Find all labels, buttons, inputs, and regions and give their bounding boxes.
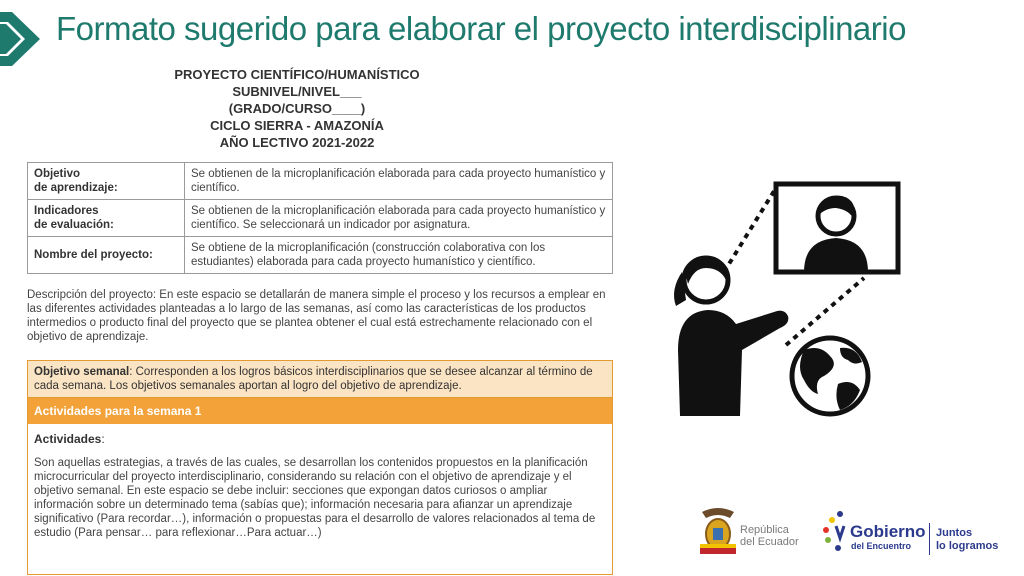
project-description: Descripción del proyecto: En este espacio se detallarán de manera simple el proceso y los recursos a emplear en las diferentes actividades planteadas a lo largo de las semanas, así como las características de los productos intermedios o producto final del proyecto que se plantea obtener el cual está estrechamente relacionado con el objetivo de aprendizaje. (27, 289, 606, 343)
slide-title: Formato sugerido para elaborar el proyecto interdisciplinario (56, 10, 906, 47)
heading-line: PROYECTO CIENTÍFICO/HUMANÍSTICO (174, 67, 420, 82)
weekly-section (27, 360, 613, 575)
table-row (28, 200, 613, 237)
weekly-objective-text: : Corresponden a los logros básicos interdisciplinarios que se desee alcanzar al término de cada semana. Los objetivos semanales aportan al logro del objetivo de aprendizaje. (34, 366, 593, 392)
activities-title-text: Actividades (34, 432, 102, 446)
activities-title-suffix: : (101, 432, 105, 446)
row-label (28, 200, 185, 237)
teacher-illustration-icon (664, 180, 910, 424)
activities-body (28, 424, 612, 574)
republica-line: del Ecuador (740, 536, 799, 548)
label-line: Indicadores (34, 205, 99, 217)
row-value: Se obtienen de la microplanificación elaborada para cada proyecto humanístico y científico. Se seleccionará un indicador por asignatura. (185, 200, 613, 237)
activities-title (34, 432, 606, 446)
document-heading (127, 66, 467, 151)
slogan-line: Juntos (936, 527, 973, 539)
juntos-slogan (936, 527, 998, 553)
gobierno-text: Gobierno (850, 522, 926, 541)
row-label (28, 163, 185, 200)
logo-divider (929, 523, 930, 555)
heading-line: AÑO LECTIVO 2021-2022 (219, 135, 375, 150)
heading-line: SUBNIVEL/NIVEL___ (232, 84, 362, 99)
weekly-objective (28, 361, 612, 397)
format-document (27, 60, 615, 570)
row-value: Se obtienen de la microplanificación elaborada para cada proyecto humanístico y científico. (185, 163, 613, 200)
label-line: Nombre del proyecto: (34, 249, 153, 261)
label-line: de evaluación: (34, 219, 114, 231)
republica-ecuador-text (740, 524, 799, 548)
label-line: Objetivo (34, 168, 81, 180)
slogan-line: lo logramos (936, 540, 999, 552)
table-row (28, 237, 613, 274)
row-value: Se obtiene de la microplanificación (construcción colaborativa con los estudiantes) elaborada para cada proyecto humanístico y científico. (185, 237, 613, 274)
project-info-table (27, 162, 613, 274)
row-label (28, 237, 185, 274)
heading-line: (GRADO/CURSO____) (228, 101, 366, 116)
heading-line: CICLO SIERRA - AMAZONÍA (210, 118, 384, 133)
republica-line: República (740, 524, 789, 536)
label-line: de aprendizaje: (34, 182, 118, 194)
table-row (28, 163, 613, 200)
activities-header: Actividades para la semana 1 (28, 397, 612, 424)
weekly-objective-label: Objetivo semanal (34, 366, 130, 378)
chevron-decoration-icon (0, 12, 40, 66)
activities-text: Son aquellas estrategias, a través de las cuales, se desarrollan los contenidos propuestos en la planificación microcurricular del proyecto interdisciplinario, considerando su relación con el objetivo de aprendizaje y el objetivo semanal. En este espacio se debe incluir: secciones que expongan datos curiosos o ampliar información sobre un determinado tema (sabías que); información necesaria para afianzar un aprendizaje significativo (Para recordar…), información o propuestas para el desarrollo de valores relacionados al tema de estudio (Para pensar… para reflexionar…Para actuar…) (34, 457, 596, 539)
gobierno-sub-text: del Encuentro (851, 541, 912, 551)
